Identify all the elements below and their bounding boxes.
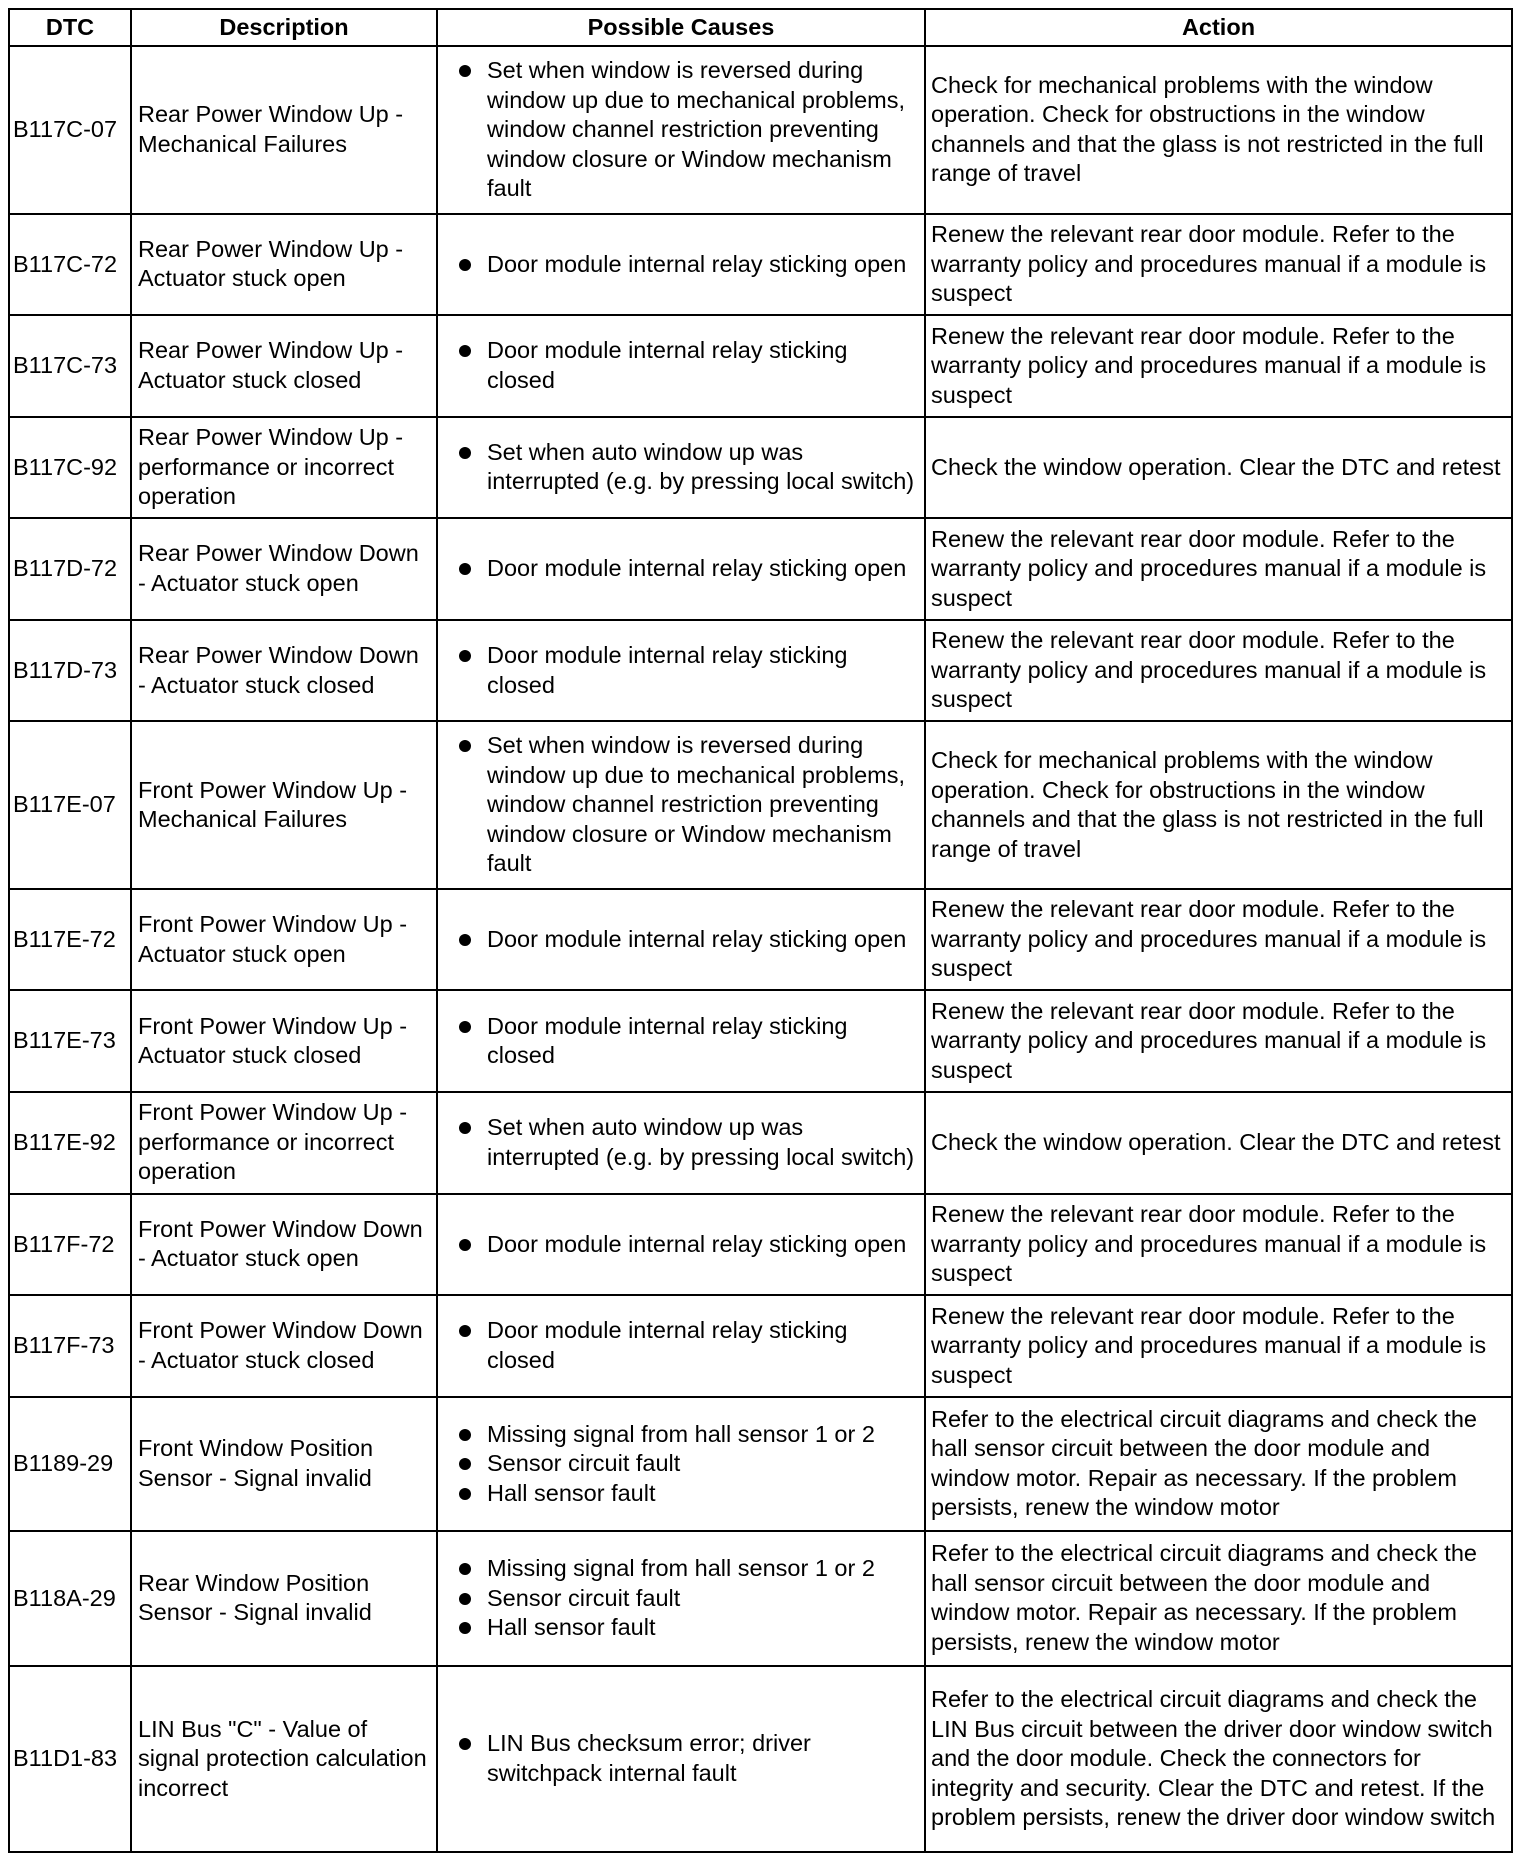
table-header-row xyxy=(9,9,1512,46)
cause-item: Set when auto window up was interrupted (e.g. by pressing local switch) xyxy=(487,438,919,497)
possible-causes xyxy=(437,990,925,1092)
header-dtc: DTC xyxy=(9,9,131,46)
dtc-description: Rear Power Window Up - Mechanical Failures xyxy=(131,46,437,214)
recommended-action: Check for mechanical problems with the window operation. Check for obstructions in the window channels and that the glass is not restricted in the full range of travel xyxy=(925,721,1512,889)
dtc-code: B117F-73 xyxy=(9,1295,131,1397)
recommended-action: Refer to the electrical circuit diagrams and check the hall sensor circuit between the door module and window motor. Repair as necessary. If the problem persists, renew the window motor xyxy=(925,1397,1512,1532)
dtc-code: B117C-07 xyxy=(9,46,131,214)
cause-item: Sensor circuit fault xyxy=(487,1449,919,1479)
dtc-description: Rear Power Window Up - performance or incorrect operation xyxy=(131,417,437,519)
dtc-description: Rear Window Position Sensor - Signal invalid xyxy=(131,1531,437,1666)
dtc-description: Front Power Window Down - Actuator stuck open xyxy=(131,1194,437,1296)
cause-item: Hall sensor fault xyxy=(487,1479,919,1509)
possible-causes xyxy=(437,1295,925,1397)
dtc-code: B117C-73 xyxy=(9,315,131,417)
dtc-code: B117E-92 xyxy=(9,1092,131,1194)
recommended-action: Renew the relevant rear door module. Refer to the warranty policy and procedures manual if a module is suspect xyxy=(925,620,1512,722)
dtc-description: Front Power Window Up - performance or incorrect operation xyxy=(131,1092,437,1194)
possible-causes xyxy=(437,1531,925,1666)
recommended-action: Renew the relevant rear door module. Refer to the warranty policy and procedures manual if a module is suspect xyxy=(925,990,1512,1092)
recommended-action: Renew the relevant rear door module. Refer to the warranty policy and procedures manual if a module is suspect xyxy=(925,889,1512,991)
dtc-description: Front Power Window Up - Mechanical Failures xyxy=(131,721,437,889)
dtc-code: B11D1-83 xyxy=(9,1666,131,1852)
causes-list xyxy=(443,56,919,204)
causes-list xyxy=(443,1554,919,1643)
dtc-description: Front Power Window Down - Actuator stuck closed xyxy=(131,1295,437,1397)
table-body xyxy=(9,46,1512,1852)
table-row xyxy=(9,214,1512,316)
header-possible-causes: Possible Causes xyxy=(437,9,925,46)
recommended-action: Renew the relevant rear door module. Refer to the warranty policy and procedures manual if a module is suspect xyxy=(925,1295,1512,1397)
dtc-code: B117F-72 xyxy=(9,1194,131,1296)
table-row xyxy=(9,1092,1512,1194)
dtc-code: B117E-72 xyxy=(9,889,131,991)
dtc-code: B117E-07 xyxy=(9,721,131,889)
possible-causes xyxy=(437,1092,925,1194)
dtc-table xyxy=(8,8,1513,1853)
recommended-action: Refer to the electrical circuit diagrams and check the LIN Bus circuit between the driver door window switch and the door module. Check the connectors for integrity and security. Clear the DTC and retest. If the problem persists, renew the driver door window switch xyxy=(925,1666,1512,1852)
cause-item: Sensor circuit fault xyxy=(487,1584,919,1614)
table-row xyxy=(9,721,1512,889)
dtc-description: Front Window Position Sensor - Signal invalid xyxy=(131,1397,437,1532)
possible-causes xyxy=(437,315,925,417)
dtc-description: LIN Bus "C" - Value of signal protection calculation incorrect xyxy=(131,1666,437,1852)
dtc-description: Rear Power Window Down - Actuator stuck closed xyxy=(131,620,437,722)
dtc-description: Front Power Window Up - Actuator stuck closed xyxy=(131,990,437,1092)
header-description: Description xyxy=(131,9,437,46)
dtc-code: B117C-72 xyxy=(9,214,131,316)
possible-causes xyxy=(437,1397,925,1532)
possible-causes xyxy=(437,721,925,889)
causes-list xyxy=(443,1316,919,1375)
causes-list xyxy=(443,731,919,879)
cause-item: Set when window is reversed during window up due to mechanical problems, window channel restriction preventing window closure or Window mechanism fault xyxy=(487,731,919,879)
recommended-action: Refer to the electrical circuit diagrams and check the hall sensor circuit between the door module and window motor. Repair as necessary. If the problem persists, renew the window motor xyxy=(925,1531,1512,1666)
causes-list xyxy=(443,1729,919,1788)
table-row xyxy=(9,1531,1512,1666)
causes-list xyxy=(443,554,919,584)
dtc-description: Front Power Window Up - Actuator stuck open xyxy=(131,889,437,991)
table-row xyxy=(9,417,1512,519)
causes-list xyxy=(443,1420,919,1509)
possible-causes xyxy=(437,417,925,519)
causes-list xyxy=(443,641,919,700)
cause-item: Door module internal relay sticking open xyxy=(487,250,919,280)
table-row xyxy=(9,1295,1512,1397)
table-row xyxy=(9,990,1512,1092)
causes-list xyxy=(443,336,919,395)
cause-item: Set when window is reversed during window up due to mechanical problems, window channel restriction preventing window closure or Window mechanism fault xyxy=(487,56,919,204)
dtc-code: B118A-29 xyxy=(9,1531,131,1666)
causes-list xyxy=(443,250,919,280)
recommended-action: Renew the relevant rear door module. Refer to the warranty policy and procedures manual if a module is suspect xyxy=(925,1194,1512,1296)
header-action: Action xyxy=(925,9,1512,46)
cause-item: Hall sensor fault xyxy=(487,1613,919,1643)
cause-item: LIN Bus checksum error; driver switchpack internal fault xyxy=(487,1729,919,1788)
causes-list xyxy=(443,1230,919,1260)
table-row xyxy=(9,620,1512,722)
dtc-code: B117D-73 xyxy=(9,620,131,722)
cause-item: Set when auto window up was interrupted (e.g. by pressing local switch) xyxy=(487,1113,919,1172)
cause-item: Door module internal relay sticking closed xyxy=(487,1012,919,1071)
cause-item: Missing signal from hall sensor 1 or 2 xyxy=(487,1420,919,1450)
dtc-code: B117E-73 xyxy=(9,990,131,1092)
cause-item: Door module internal relay sticking open xyxy=(487,925,919,955)
table-row xyxy=(9,1397,1512,1532)
cause-item: Door module internal relay sticking closed xyxy=(487,1316,919,1375)
possible-causes xyxy=(437,518,925,620)
possible-causes xyxy=(437,214,925,316)
recommended-action: Check the window operation. Clear the DTC and retest xyxy=(925,1092,1512,1194)
cause-item: Door module internal relay sticking open xyxy=(487,554,919,584)
table-row xyxy=(9,315,1512,417)
dtc-code: B117D-72 xyxy=(9,518,131,620)
table-row xyxy=(9,1194,1512,1296)
dtc-description: Rear Power Window Down - Actuator stuck open xyxy=(131,518,437,620)
causes-list xyxy=(443,438,919,497)
cause-item: Door module internal relay sticking closed xyxy=(487,641,919,700)
dtc-code: B1189-29 xyxy=(9,1397,131,1532)
dtc-description: Rear Power Window Up - Actuator stuck closed xyxy=(131,315,437,417)
table-row xyxy=(9,889,1512,991)
recommended-action: Check for mechanical problems with the window operation. Check for obstructions in the window channels and that the glass is not restricted in the full range of travel xyxy=(925,46,1512,214)
recommended-action: Check the window operation. Clear the DTC and retest xyxy=(925,417,1512,519)
cause-item: Door module internal relay sticking open xyxy=(487,1230,919,1260)
dtc-description: Rear Power Window Up - Actuator stuck open xyxy=(131,214,437,316)
cause-item: Door module internal relay sticking closed xyxy=(487,336,919,395)
recommended-action: Renew the relevant rear door module. Refer to the warranty policy and procedures manual if a module is suspect xyxy=(925,214,1512,316)
possible-causes xyxy=(437,889,925,991)
cause-item: Missing signal from hall sensor 1 or 2 xyxy=(487,1554,919,1584)
possible-causes xyxy=(437,1666,925,1852)
table-row xyxy=(9,46,1512,214)
recommended-action: Renew the relevant rear door module. Refer to the warranty policy and procedures manual if a module is suspect xyxy=(925,518,1512,620)
possible-causes xyxy=(437,1194,925,1296)
possible-causes xyxy=(437,620,925,722)
possible-causes xyxy=(437,46,925,214)
table-row xyxy=(9,518,1512,620)
dtc-code: B117C-92 xyxy=(9,417,131,519)
causes-list xyxy=(443,1113,919,1172)
table-row xyxy=(9,1666,1512,1852)
causes-list xyxy=(443,1012,919,1071)
causes-list xyxy=(443,925,919,955)
recommended-action: Renew the relevant rear door module. Refer to the warranty policy and procedures manual if a module is suspect xyxy=(925,315,1512,417)
